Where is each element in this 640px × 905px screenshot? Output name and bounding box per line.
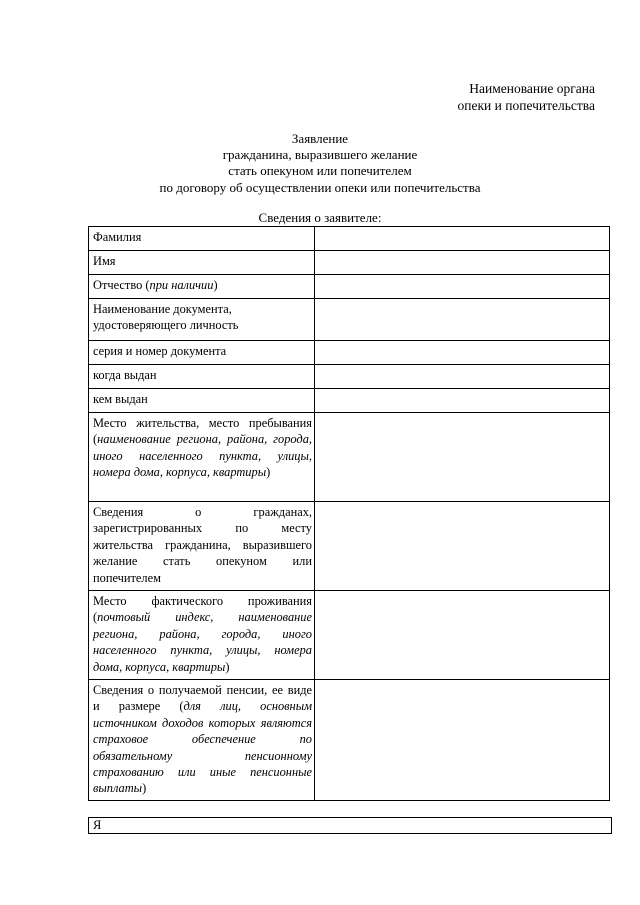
label-residence: Место жительства, место пребывания (наименование региона, района, города, иного населенного пункта, улицы, номера дома, корпуса, квартиры) — [89, 413, 315, 502]
table-row — [89, 365, 610, 389]
label-issue-date: когда выдан — [89, 365, 315, 389]
organ-name-block — [295, 80, 595, 114]
field-actual-residence[interactable] — [315, 591, 610, 680]
pension-note: для лиц, основным источником доходов которых являются страховое обеспечение по обязательному пенсионному страхованию или иные пенсионные выплаты — [93, 699, 312, 796]
field-issue-date[interactable] — [315, 365, 610, 389]
document-heading-line4: по договору об осуществлении опеки или попечительства — [159, 179, 481, 195]
table-row — [89, 275, 610, 299]
field-issued-by[interactable] — [315, 389, 610, 413]
table-row — [89, 591, 610, 680]
organ-name-line1: Наименование органа — [469, 81, 595, 96]
table-row — [89, 341, 610, 365]
label-surname: Фамилия — [89, 227, 315, 251]
field-registered-citizens[interactable] — [315, 502, 610, 591]
table-row — [89, 299, 610, 341]
field-document-number[interactable] — [315, 341, 610, 365]
label-issued-by: кем выдан — [89, 389, 315, 413]
organ-name-line2: опеки и попечительства — [457, 98, 595, 113]
table-row — [89, 389, 610, 413]
table-row — [89, 413, 610, 502]
applicant-info-table — [88, 226, 610, 801]
actual-residence-note: почтовый индекс, наименование региона, района, города, иного населенного пункта, улицы, номера дома, корпуса, квартиры — [93, 610, 312, 674]
field-surname[interactable] — [315, 227, 610, 251]
field-name[interactable] — [315, 251, 610, 275]
label-pension: Сведения о получаемой пенсии, ее виде и размере (для лиц, основным источником доходов которых являются страховое обеспечение по обязательному пенсионному страхованию или иные пенсионные выплаты) — [89, 680, 315, 801]
table-row — [89, 251, 610, 275]
field-residence[interactable] — [315, 413, 610, 502]
table-row — [89, 227, 610, 251]
label-registered-citizens: Сведения о гражданах, зарегистрированных по месту жительства гражданина, выразившего желание стать опекуном или попечителем — [89, 502, 315, 591]
declaration-field[interactable] — [88, 817, 612, 834]
field-document-name[interactable] — [315, 299, 610, 341]
declaration-start: Я — [93, 818, 102, 832]
document-heading-line2: гражданина, выразившего желание — [222, 147, 418, 163]
document-heading-line3: стать опекуном или попечителем — [228, 163, 412, 179]
label-document-name: Наименование документа, удостоверяющего личность — [89, 299, 315, 341]
label-document-number: серия и номер документа — [89, 341, 315, 365]
label-patronymic: Отчество (при наличии) — [89, 275, 315, 299]
label-name: Имя — [89, 251, 315, 275]
field-patronymic[interactable] — [315, 275, 610, 299]
field-pension[interactable] — [315, 680, 610, 801]
applicant-info-heading: Сведения о заявителе: — [258, 210, 382, 225]
table-row — [89, 680, 610, 801]
label-actual-residence: Место фактического проживания (почтовый индекс, наименование региона, района, города, иного населенного пункта, улицы, номера дома, корпуса, квартиры) — [89, 591, 315, 680]
document-heading — [0, 131, 640, 196]
table-row — [89, 502, 610, 591]
residence-note: наименование региона, района, города, иного населенного пункта, улицы, номера дома, корпуса, квартиры — [93, 432, 312, 480]
document-title: Заявление — [291, 131, 349, 146]
patronymic-note: при наличии — [149, 278, 214, 292]
